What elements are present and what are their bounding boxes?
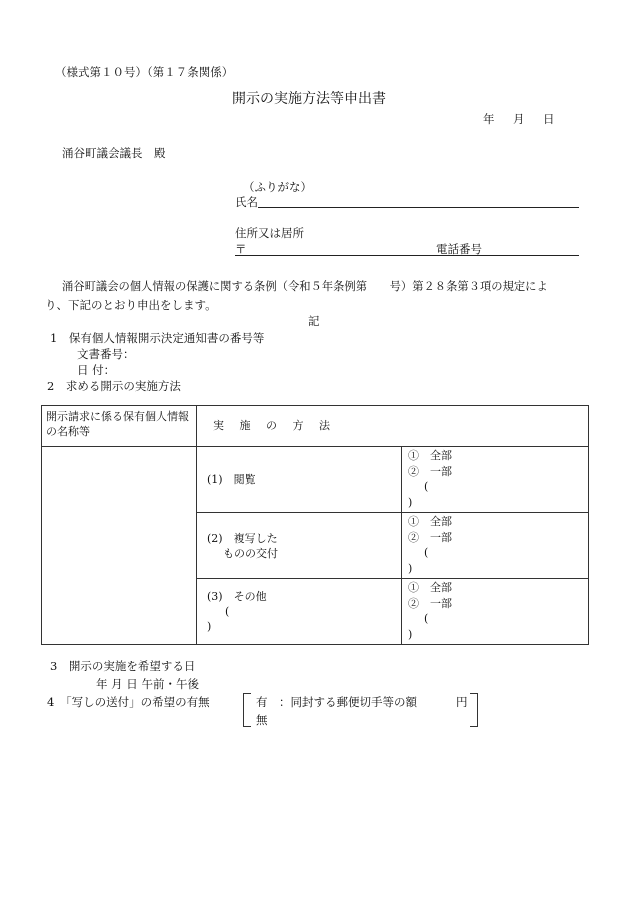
method-label-cell <box>197 579 402 645</box>
table-header-row <box>42 406 589 447</box>
method-label-cell <box>197 513 402 579</box>
partial-close-paren: ) <box>408 495 413 509</box>
method-label-line: (2) 複写した <box>207 531 278 545</box>
address-field[interactable] <box>235 255 579 256</box>
method-label-cell <box>197 447 402 513</box>
partial-open-paren: ( <box>424 480 429 493</box>
option-all[interactable]: ① 全部 <box>408 581 452 594</box>
method-options-cell[interactable] <box>402 447 589 513</box>
method-label-line: (1) 閲覧 <box>207 473 256 486</box>
option-all[interactable]: ① 全部 <box>408 449 452 462</box>
method-label-line: ものの交付 <box>223 546 278 560</box>
name-label: 氏名 <box>235 195 258 209</box>
option-partial[interactable]: ② 一部 <box>408 464 452 478</box>
addressee: 涌谷町議会議長 殿 <box>62 146 166 160</box>
furigana-label: （ふりがな） <box>243 180 312 194</box>
page-title: 開示の実施方法等申出書 <box>232 91 386 107</box>
section-2-heading: 2 求める開示の実施方法 <box>47 379 181 393</box>
address-label: 住所又は居所 <box>235 226 304 240</box>
document-number-label: 文書番号： <box>77 347 135 361</box>
section-1-heading: 1 保有個人情報開示決定通知書の番号等 <box>50 331 265 345</box>
postal-mark: 〒 <box>235 242 247 256</box>
day-label: 日 <box>543 112 555 126</box>
info-name-cell[interactable] <box>42 447 197 645</box>
left-bracket <box>243 693 251 727</box>
option-partial[interactable]: ② 一部 <box>408 596 452 610</box>
intro-line-1: 涌谷町議会の個人情報の保護に関する条例（令和５年条例第 号）第２８条第３項の規定によ <box>62 280 548 293</box>
intro-line-2: り、下記のとおり申出をします。 <box>45 298 217 312</box>
send-copy-yes[interactable]: 有 ：同封する郵便切手等の額 <box>256 695 417 709</box>
header-info-name: 開示請求に係る保有個人情報の名称等 <box>42 406 197 447</box>
method-options-cell[interactable] <box>402 513 589 579</box>
ki-label: 記 <box>308 314 320 328</box>
method-label-line: ) <box>207 620 212 633</box>
partial-open-paren: ( <box>424 546 429 559</box>
method-table <box>41 405 589 645</box>
method-label-line: ( <box>225 605 230 618</box>
partial-close-paren: ) <box>408 627 413 641</box>
year-label: 年 <box>483 112 495 126</box>
method-label-line: (3) その他 <box>207 590 267 603</box>
section-3-heading: 3 開示の実施を希望する日 <box>50 659 196 673</box>
yen-label: 円 <box>456 695 468 709</box>
partial-close-paren: ) <box>408 561 413 575</box>
send-copy-no[interactable]: 無 <box>256 713 268 727</box>
header-method: 実 施 の 方 法 <box>197 406 589 447</box>
section-4-heading: 4 「写しの送付」の希望の有無 <box>47 695 210 709</box>
month-label: 月 <box>513 112 525 126</box>
preferred-date-line: 年 月 日 午前・午後 <box>96 677 199 691</box>
method-options-cell[interactable] <box>402 579 589 645</box>
option-all[interactable]: ① 全部 <box>408 515 452 528</box>
name-field[interactable] <box>258 207 579 208</box>
notice-date-label: 日 付： <box>77 363 116 377</box>
option-partial[interactable]: ② 一部 <box>408 530 452 544</box>
partial-open-paren: ( <box>424 612 429 625</box>
phone-label: 電話番号 <box>436 242 482 256</box>
right-bracket <box>470 693 478 727</box>
form-reference: （様式第１０号）（第１７条関係） <box>55 65 234 79</box>
table-row <box>42 447 589 513</box>
